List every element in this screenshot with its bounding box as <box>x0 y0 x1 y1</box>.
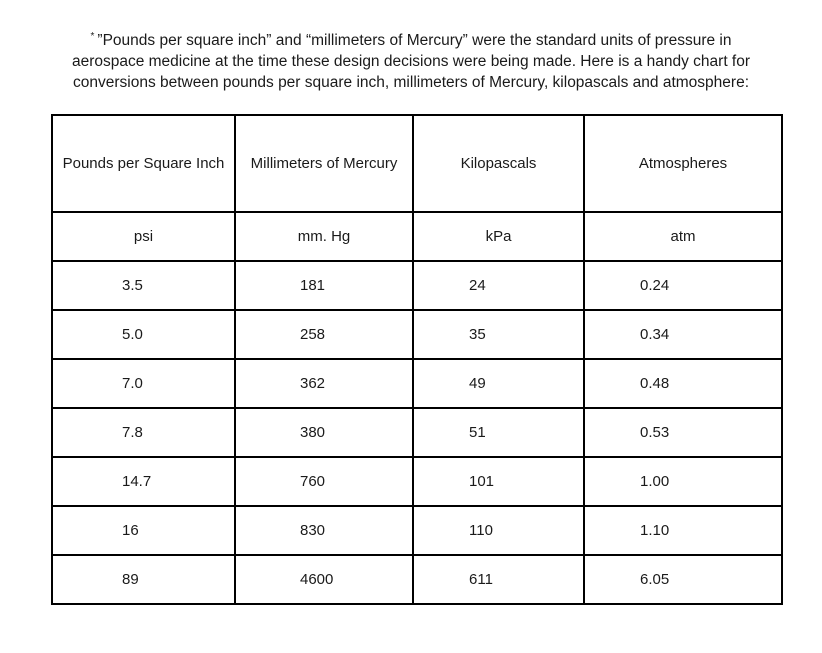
header-psi: Pounds per Square Inch <box>52 115 235 212</box>
pressure-conversion-table <box>51 114 783 605</box>
psi-value: 5.0 <box>52 310 235 359</box>
kpa-value: 110 <box>413 506 584 555</box>
kpa-value: 49 <box>413 359 584 408</box>
table-row <box>52 310 782 359</box>
intro-line: aerospace medicine at the time these design decisions were being made. Here is a handy chart for <box>71 53 751 70</box>
header-mmhg: Millimeters of Mercury <box>235 115 413 212</box>
table-row <box>52 457 782 506</box>
kpa-value: 101 <box>413 457 584 506</box>
psi-value: 16 <box>52 506 235 555</box>
mmhg-value: 181 <box>235 261 413 310</box>
kpa-value: 51 <box>413 408 584 457</box>
kpa-value: 611 <box>413 555 584 604</box>
intro-line-text: ”Pounds per square inch” and “millimeters of Mercury” were the standard units of pressure in <box>97 32 732 49</box>
mmhg-value: 4600 <box>235 555 413 604</box>
psi-value: 14.7 <box>52 457 235 506</box>
abbr-atm: atm <box>584 212 782 261</box>
atm-value: 0.24 <box>584 261 782 310</box>
abbr-kpa: kPa <box>413 212 584 261</box>
intro-line <box>40 30 782 51</box>
psi-value: 3.5 <box>52 261 235 310</box>
intro-line: conversions between pounds per square inch, millimeters of Mercury, kilopascals and atmosphere: <box>72 74 749 91</box>
abbr-mmhg: mm. Hg <box>235 212 413 261</box>
intro-paragraph <box>40 30 782 93</box>
mmhg-value: 258 <box>235 310 413 359</box>
mmhg-value: 362 <box>235 359 413 408</box>
footnote-asterisk: * <box>90 30 95 42</box>
unit-abbreviation-row <box>52 212 782 261</box>
kpa-value: 24 <box>413 261 584 310</box>
table-row <box>52 359 782 408</box>
kpa-value: 35 <box>413 310 584 359</box>
atm-value: 0.48 <box>584 359 782 408</box>
header-atm: Atmospheres <box>584 115 782 212</box>
mmhg-value: 830 <box>235 506 413 555</box>
atm-value: 1.00 <box>584 457 782 506</box>
atm-value: 0.34 <box>584 310 782 359</box>
header-row <box>52 115 782 212</box>
table-row <box>52 261 782 310</box>
mmhg-value: 760 <box>235 457 413 506</box>
psi-value: 7.8 <box>52 408 235 457</box>
mmhg-value: 380 <box>235 408 413 457</box>
psi-value: 7.0 <box>52 359 235 408</box>
table-row <box>52 506 782 555</box>
psi-value: 89 <box>52 555 235 604</box>
table-row <box>52 555 782 604</box>
atm-value: 6.05 <box>584 555 782 604</box>
atm-value: 1.10 <box>584 506 782 555</box>
abbr-psi: psi <box>52 212 235 261</box>
atm-value: 0.53 <box>584 408 782 457</box>
table-row <box>52 408 782 457</box>
header-kpa: Kilopascals <box>413 115 584 212</box>
